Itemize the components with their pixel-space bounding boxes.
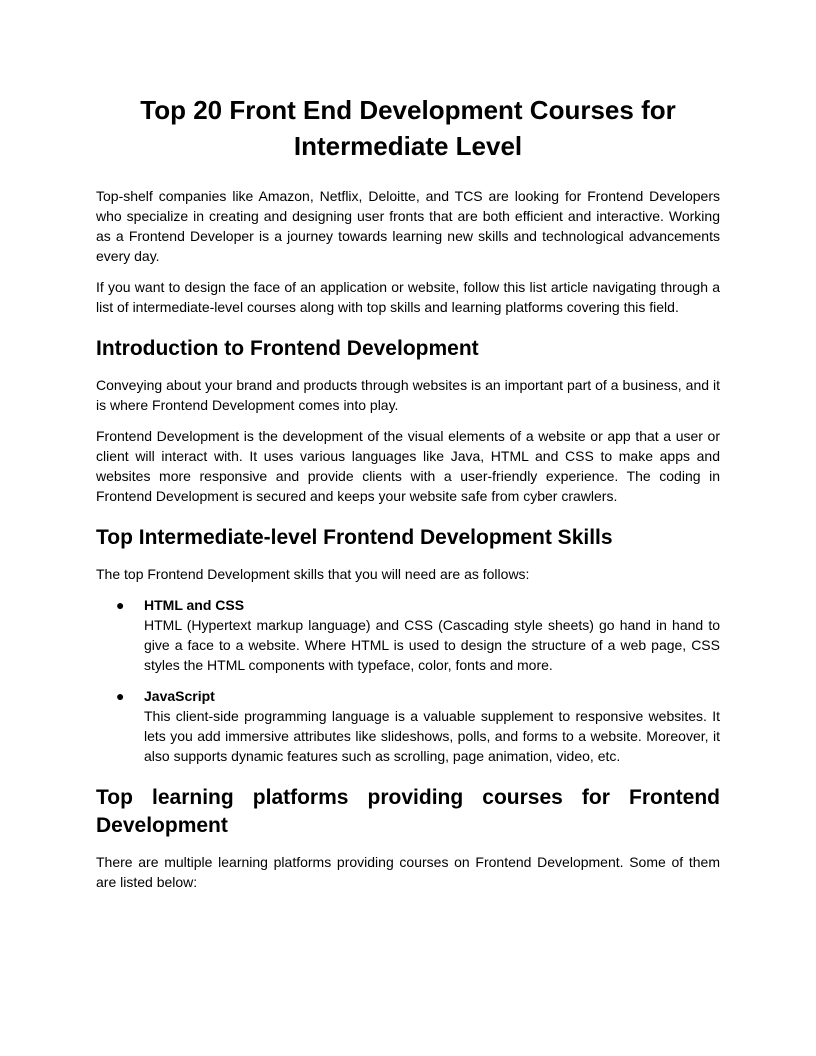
section-heading-introduction: Introduction to Frontend Development [96, 337, 479, 360]
section-heading-skills: Top Intermediate-level Frontend Development Skills [96, 526, 613, 549]
document-page [96, 92, 720, 903]
list-item-title: JavaScript [144, 688, 215, 704]
list-item-description: HTML (Hypertext markup language) and CSS (Cascading style sheets) go hand in hand to give a face to a website. Where HTML is used to design the structure of a web page, CSS styles the HTML components with typeface, color, fonts and more. [144, 617, 720, 673]
section-heading-platforms: Top learning platforms providing courses for Frontend Development [96, 786, 720, 837]
document-title: Top 20 Front End Development Courses for Intermediate Level [140, 95, 676, 161]
section3-paragraph: There are multiple learning platforms providing courses on Frontend Development. Some of them are listed below: [96, 854, 720, 890]
section1-paragraph-2: Frontend Development is the development of the visual elements of a website or app that a user or client will interact with. It uses various languages like Java, HTML and CSS to make apps and websites more responsive and provide clients with a user-friendly experience. The coding in Frontend Development is secured and keeps your website safe from cyber crawlers. [96, 428, 720, 504]
intro-paragraph-2: If you want to design the face of an application or website, follow this list article navigating through a list of intermediate-level courses along with top skills and learning platforms covering this field. [96, 279, 720, 315]
intro-paragraph-1: Top-shelf companies like Amazon, Netflix, Deloitte, and TCS are looking for Frontend Developers who specialize in creating and designing user fronts that are both efficient and interactive. Working as a Frontend Developer is a journey towards learning new skills and technological advancements every day. [96, 188, 720, 264]
skills-list [96, 595, 720, 766]
list-item [96, 686, 720, 766]
list-item-description: This client-side programming language is a valuable supplement to responsive websites. It lets you add immersive attributes like slideshows, polls, and forms to a website. Moreover, it also supports dynamic features such as scrolling, page animation, video, etc. [144, 708, 720, 764]
bullet-icon: ● [116, 688, 125, 704]
list-item [96, 595, 720, 675]
section1-paragraph-1: Conveying about your brand and products through websites is an important part of a business, and it is where Frontend Development comes into play. [96, 377, 720, 413]
list-item-title: HTML and CSS [144, 597, 245, 613]
bullet-icon: ● [116, 597, 125, 613]
skills-lead: The top Frontend Development skills that you will need are as follows: [96, 566, 530, 582]
